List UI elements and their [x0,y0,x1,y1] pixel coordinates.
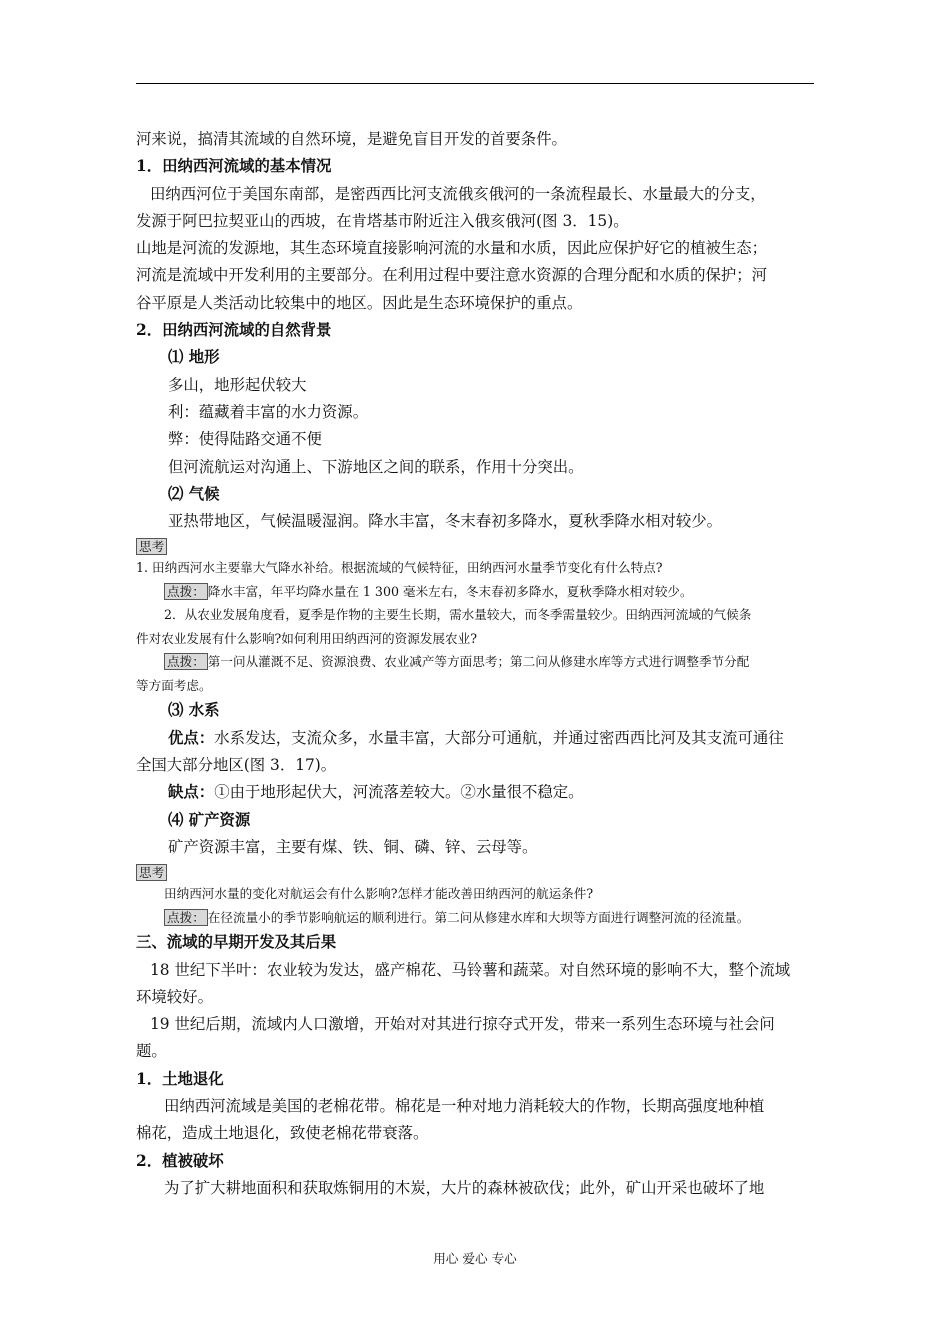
page-footer: 用心 爱心 专心 [433,1251,517,1266]
disadvantage-label: 缺点： [168,783,215,802]
think-box [136,536,816,555]
answer-line: 等方面考虑。 [136,677,212,693]
question-line: 1. 田纳西河水主要靠大气降水补给。根据流域的气候特征，田纳西河水量季节变化有什么特点? [136,560,663,576]
document-body [136,126,816,1202]
tip-label: 点拨： [164,909,208,926]
section-heading: 2．田纳西河流域的自然背景 [136,321,332,340]
paragraph-text: 水系发达，支流众多，水量丰富，大部分可通航，并通过密西西比河及其支流可通往 [214,728,784,747]
paragraph-line: 谷平原是人类活动比较集中的地区。因此是生态环境保护的重点。 [136,293,583,312]
paragraph-line: 棉花，造成土地退化，致使老棉花带衰落。 [136,1124,429,1143]
answer-line [136,580,816,604]
paragraph-line: 为了扩大耕地面积和获取炼铜用的木炭，大片的森林被砍伐；此外，矿山开采也破坏了地 [164,1178,765,1197]
think-label: 思考 [136,864,167,881]
paragraph-line: 矿产资源丰富，主要有煤、铁、铜、磷、锌、云母等。 [168,837,538,856]
paragraph-line: 18 世纪下半叶：农业较为发达，盛产棉花、马铃薯和蔬菜。对自然环境的影响不大，整个流域 [150,960,791,979]
paragraph-line [136,725,816,752]
paragraph-line: 利：蕴藏着丰富的水力资源。 [168,402,369,421]
answer-text: 在径流量小的季节影响航运的顺利进行。第二问从修建水库和大坝等方面进行调整河流的径流量。 [207,909,750,925]
subsection-heading: ⑶ 水系 [168,701,220,720]
tip-label: 点拨： [164,583,208,600]
section-heading: 三、流域的早期开发及其后果 [136,933,337,952]
paragraph-line: 全国大部分地区(图 3．17)。 [136,756,337,775]
paragraph-line: 田纳西河位于美国东南部，是密西西比河支流俄亥俄河的一条流程最长、水量最大的分支， [150,184,766,203]
question-line: 2．从农业发展角度看，夏季是作物的主要生长期，需水量较大，而冬季需量较少。田纳西河流域的气候条 [164,607,752,623]
advantage-label: 优点： [168,728,215,747]
think-label: 思考 [136,538,167,555]
section-heading: 2．植被破坏 [136,1151,224,1170]
section-heading: 1．田纳西河流域的基本情况 [136,157,332,176]
subsection-heading: ⑵ 气候 [168,484,220,503]
paragraph-line: 亚热带地区，气候温暖湿润。降水丰富，冬末春初多降水，夏秋季降水相对较少。 [168,512,723,531]
paragraph-line: 发源于阿巴拉契亚山的西坡，在肯塔基市附近注入俄亥俄河(图 3．15)。 [136,211,629,230]
paragraph-line: 河来说，搞清其流域的自然环境，是避免盲目开发的首要条件。 [136,130,567,148]
question-line: 件对农业发展有什么影响?如何利用田纳西河的资源发展农业? [136,630,477,646]
answer-text: 第一问从灌溉不足、资源浪费、农业减产等方面思考；第二问从修建水库等方式进行调整季节分配 [207,654,750,670]
paragraph-line: 河流是流域中开发利用的主要部分。在利用过程中要注意水资源的合理分配和水质的保护；河 [136,266,768,285]
answer-line [136,906,816,930]
question-line: 田纳西河水量的变化对航运会有什么影响?怎样才能改善田纳西河的航运条件? [164,886,594,902]
header-rule [136,83,814,84]
paragraph-line: 田纳西河流域是美国的老棉花带。棉花是一种对地力消耗较大的作物，长期高强度地种植 [164,1097,765,1116]
think-box [136,862,816,881]
paragraph-line [136,779,816,806]
paragraph-line: 山地是河流的发源地，其生态环境直接影响河流的水量和水质，因此应保护好它的植被生态； [136,239,768,258]
subsection-heading: ⑷ 矿产资源 [168,810,251,829]
paragraph-line: 但河流航运对沟通上、下游地区之间的联系，作用十分突出。 [168,457,584,476]
paragraph-line: 19 世纪后期，流域内人口激增，开始对对其进行掠夺式开发，带来一系列生态环境与社会问 [150,1015,775,1034]
paragraph-line: 题。 [136,1042,167,1061]
section-heading: 1．土地退化 [136,1069,224,1088]
answer-text: 降水丰富，年平均降水量在 1 300 毫米左右，冬末春初多降水，夏秋季降水相对较少。 [207,583,693,599]
paragraph-line: 环境较好。 [136,987,213,1006]
paragraph-line: 多山，地形起伏较大 [168,375,307,394]
answer-line [136,650,816,674]
tip-label: 点拨： [164,653,208,670]
paragraph-line: 弊：使得陆路交通不便 [168,430,322,449]
paragraph-text: ①由于地形起伏大，河流落差较大。②水量很不稳定。 [214,783,584,802]
subsection-heading: ⑴ 地形 [168,348,220,367]
